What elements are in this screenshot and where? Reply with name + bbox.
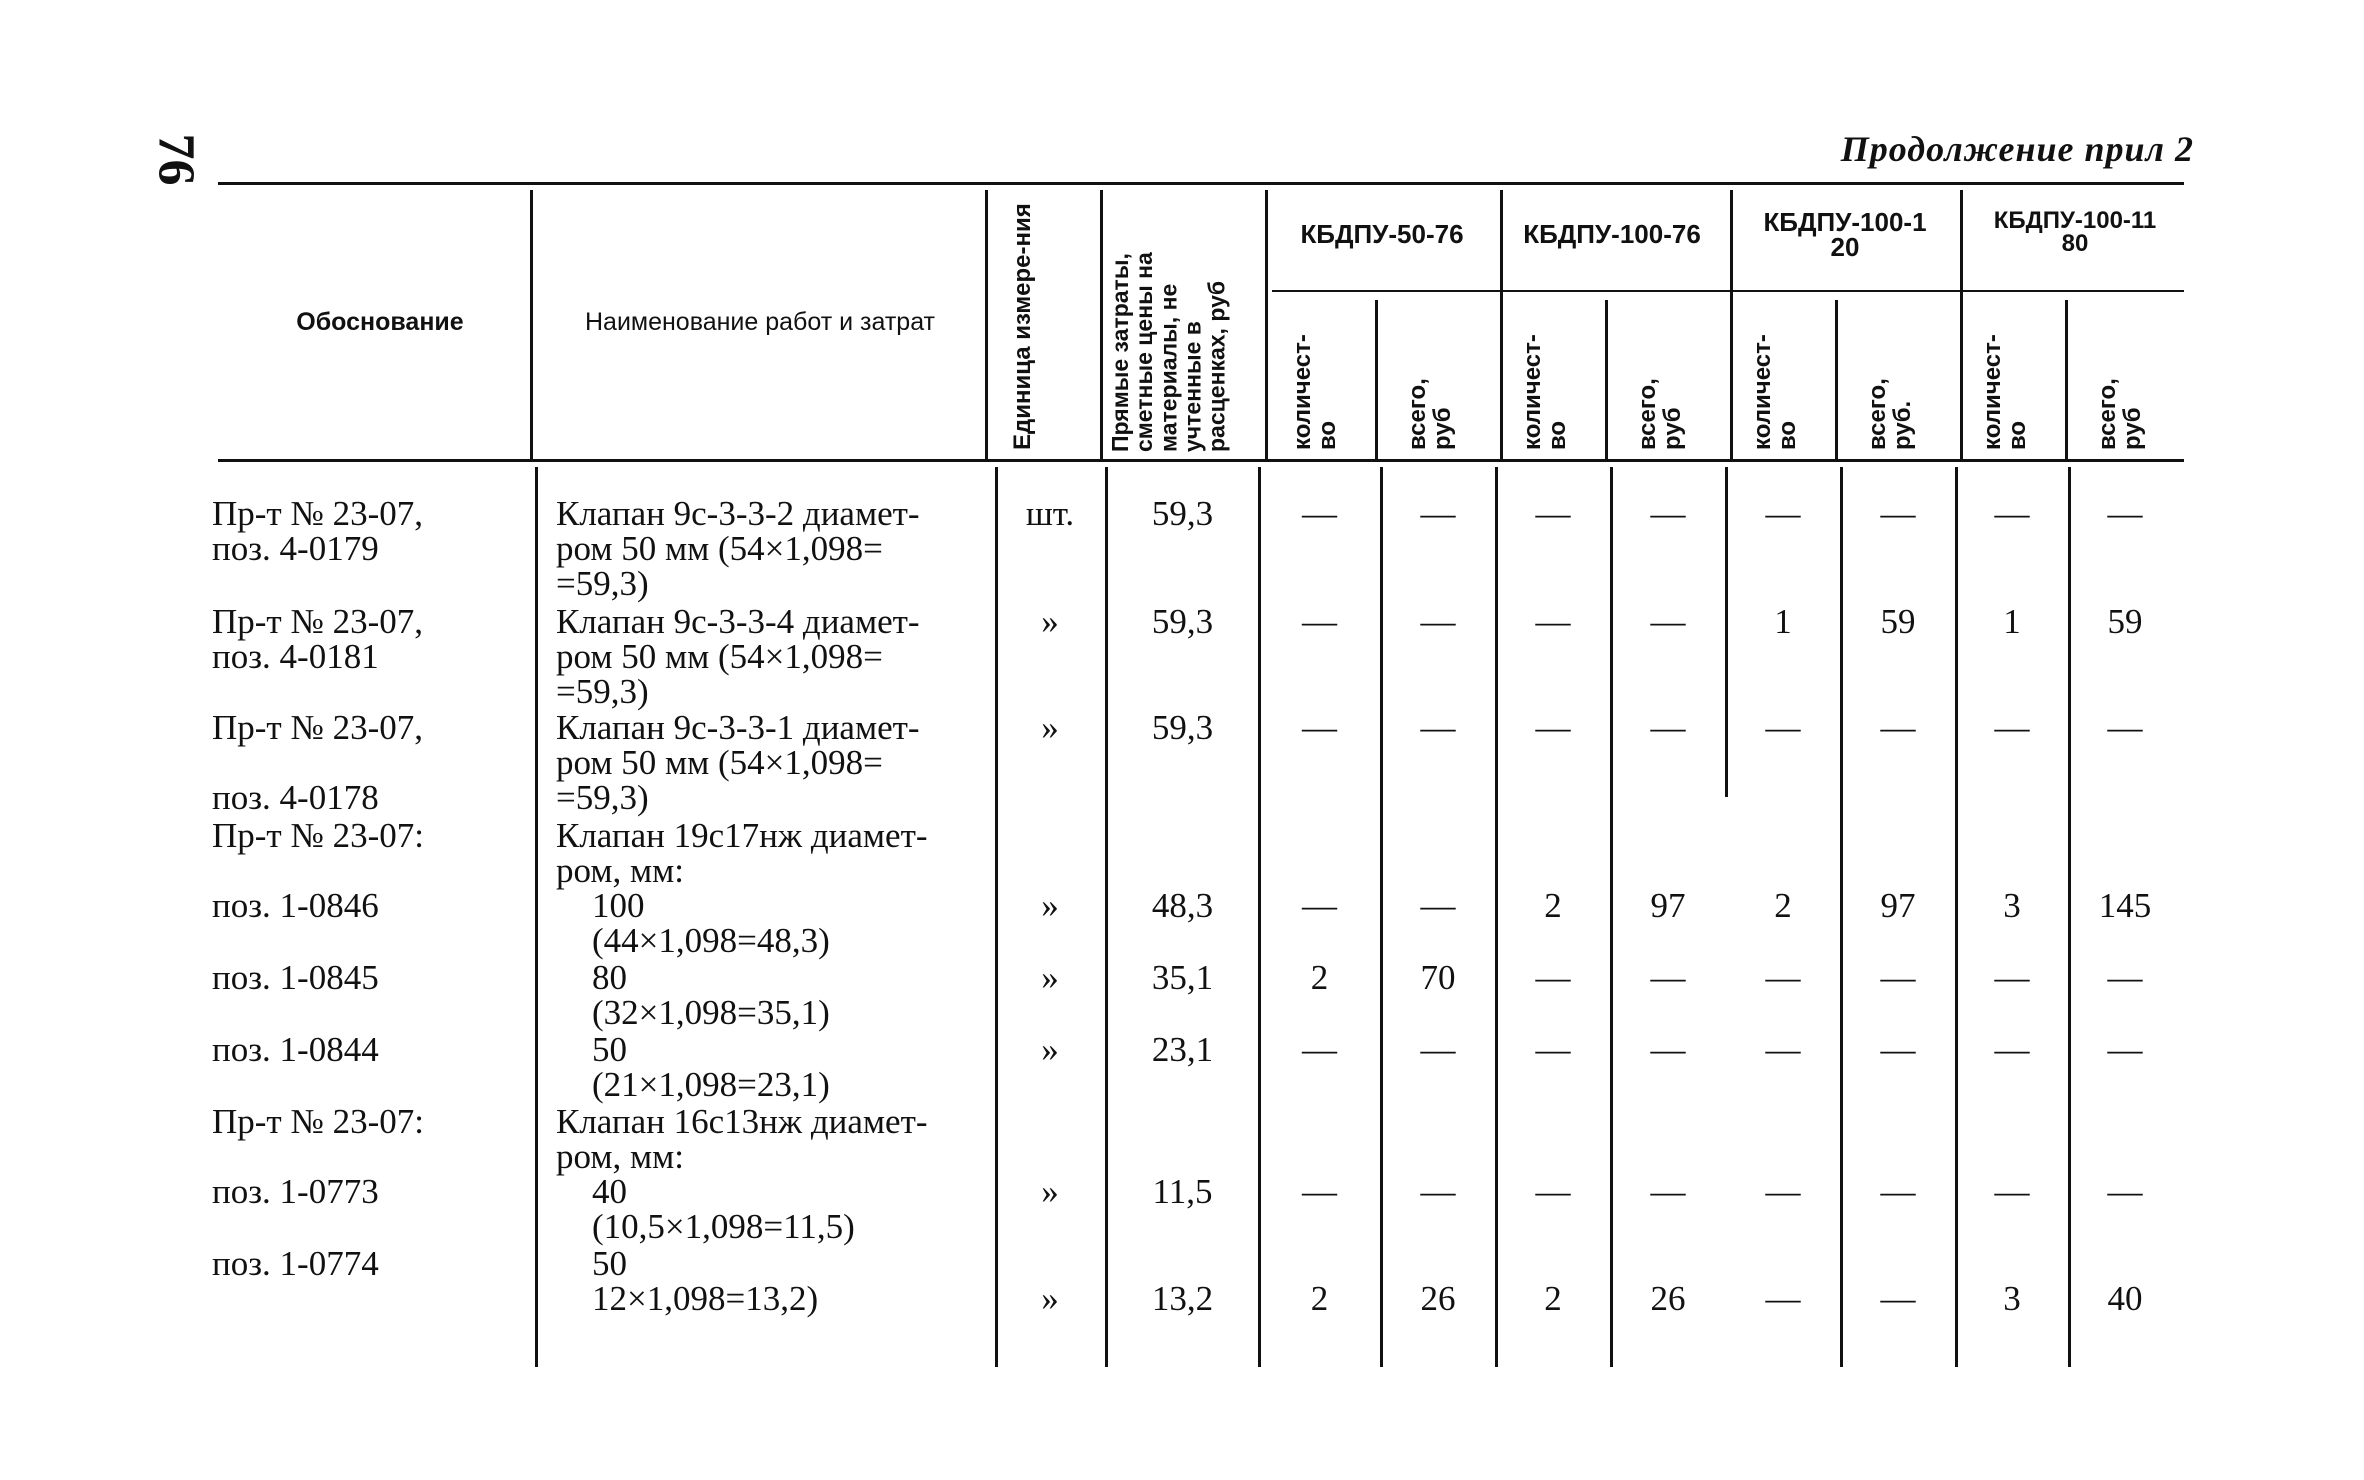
- price-cell: 48,3: [1151, 886, 1214, 925]
- header-qty-3: количест-во: [1749, 334, 1802, 450]
- table-row-basis: поз. 1-0846: [212, 886, 379, 925]
- unit-cell: »: [1041, 1279, 1059, 1318]
- table-row-name: Клапан 9с-3-3-4 диамет- ром 50 мм (54×1,098= =59,3): [556, 602, 920, 711]
- price-cell: 59,3: [1151, 708, 1214, 747]
- unit-cell: »: [1041, 958, 1059, 997]
- table-row-name: 50 (21×1,098=23,1): [592, 1030, 830, 1104]
- table-row-basis: Пр-т № 23-07, поз. 4-0181: [212, 602, 424, 676]
- table-row-basis: Пр-т № 23-07:: [212, 816, 424, 855]
- table-row-basis: Пр-т № 23-07, поз. 4-0179: [212, 494, 424, 568]
- page-number: 76: [147, 133, 205, 186]
- header-qty-4: количест-во: [1979, 334, 2032, 450]
- header-total-1: всего, руб: [1404, 378, 1457, 450]
- price-cell: 11,5: [1152, 1172, 1213, 1211]
- continuation-title: Продолжение прил 2: [1840, 129, 2194, 169]
- price-cell: 23,1: [1151, 1030, 1214, 1069]
- table-row-name: 50 12×1,098=13,2): [592, 1244, 819, 1318]
- header-total-4: всего, руб: [2094, 378, 2147, 450]
- header-group-4: КБДПУ-100-1180: [1993, 207, 2157, 257]
- table-row-basis: поз. 1-0774: [212, 1244, 379, 1283]
- unit-cell: »: [1041, 708, 1059, 747]
- header-qty-1: количест-во: [1289, 334, 1342, 450]
- header-price: Прямые затраты, сметные цены на материалы, не учтенные в расценках, руб: [1107, 252, 1230, 452]
- table-row-name: 80 (32×1,098=35,1): [592, 958, 830, 1032]
- table-row-name: 40 (10,5×1,098=11,5): [592, 1172, 855, 1246]
- header-total-3: всего, руб.: [1864, 378, 1917, 450]
- table-row-name: Клапан 9с-3-3-1 диамет- ром 50 мм (54×1,098= =59,3): [556, 708, 920, 817]
- table-row-basis: Пр-т № 23-07, поз. 4-0178: [212, 708, 424, 817]
- table-row-name: Клапан 9с-3-3-2 диамет- ром 50 мм (54×1,098= =59,3): [556, 494, 920, 603]
- table-row-name: Клапан 16с13нж диамет- ром, мм:: [556, 1102, 928, 1176]
- unit-cell: »: [1041, 1030, 1059, 1069]
- header-basis: Обоснование: [296, 308, 464, 336]
- header-group-2: КБДПУ-100-76: [1523, 219, 1701, 249]
- price-cell: 13,2: [1151, 1279, 1214, 1318]
- unit-cell: »: [1041, 1172, 1059, 1211]
- unit-cell: шт.: [1025, 494, 1075, 533]
- table-row-name: 100 (44×1,098=48,3): [592, 886, 830, 960]
- table-row-basis: Пр-т № 23-07:: [212, 1102, 424, 1141]
- price-cell: 35,1: [1151, 958, 1214, 997]
- table-row-name: Клапан 19с17нж диамет- ром, мм:: [556, 816, 928, 890]
- table-row-basis: поз. 1-0844: [212, 1030, 379, 1069]
- unit-cell: »: [1041, 886, 1059, 925]
- header-unit: Единица измере-ния: [1009, 203, 1036, 450]
- header-total-2: всего, руб: [1634, 378, 1687, 450]
- header-qty-2: количест-во: [1519, 334, 1572, 450]
- table-row-basis: поз. 1-0845: [212, 958, 379, 997]
- header-group-1: КБДПУ-50-76: [1300, 219, 1464, 249]
- unit-cell: »: [1041, 602, 1059, 641]
- table-row-basis: поз. 1-0773: [212, 1172, 379, 1211]
- price-cell: 59,3: [1151, 494, 1214, 533]
- price-cell: 59,3: [1151, 602, 1214, 641]
- header-name: Наименование работ и затрат: [584, 308, 935, 336]
- header-group-3: КБДПУ-100-120: [1763, 207, 1927, 262]
